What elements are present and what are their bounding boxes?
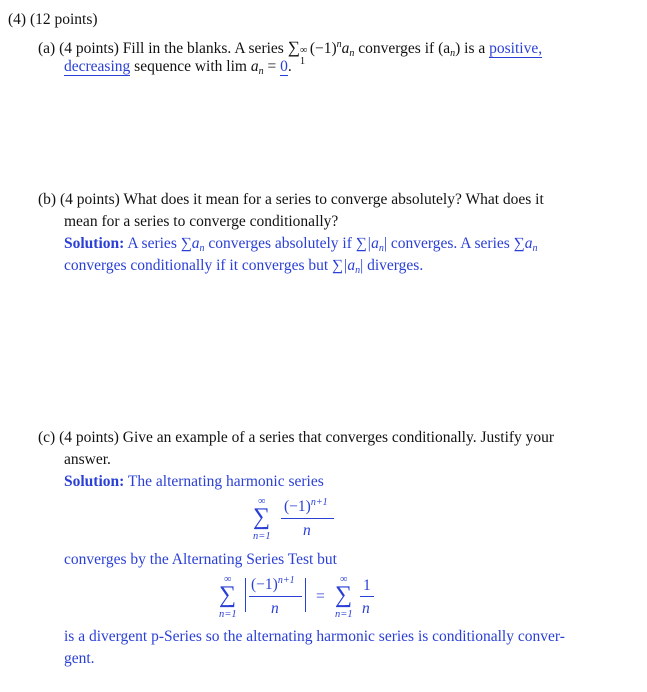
part-c-question1: Give an example of a series that converges conditionally. Justify your (122, 429, 555, 446)
part-b-sol-c: converges. A series (390, 235, 510, 252)
eq2-sum-sub-2: n=1 (335, 609, 353, 620)
part-b-sol-e: diverges. (367, 257, 424, 274)
part-b-sigma-3: ∑ (513, 235, 525, 252)
eq1-fraction-bar (281, 518, 334, 519)
part-a-line2 (64, 57, 292, 82)
eq2-denominator-2: n (362, 600, 370, 617)
part-b-question2: mean for a series to converge conditionally? (64, 213, 339, 230)
part-c-points: (4 points) (59, 429, 119, 446)
part-b-an-1: a (191, 235, 200, 252)
eq2-fraction-bar-2 (360, 596, 374, 597)
eq1-sum-sup: ∞ (258, 496, 266, 507)
eq2-sum-sup-1: ∞ (224, 574, 232, 585)
part-b-line2 (64, 212, 338, 232)
eq2-num-base: (−1) (251, 576, 278, 593)
part-b-abs-open-2: |a (343, 257, 356, 274)
lim-a: a (250, 58, 259, 75)
part-c-solution-line2 (64, 550, 337, 570)
eq1-sum-sub: n=1 (253, 531, 271, 542)
part-a-expr-exp: n (336, 39, 342, 50)
eq2-one: 1 (363, 577, 371, 594)
part-a-expr: (−1) (309, 40, 337, 57)
part-c-mid-text: converges by the Alternating Series Test but (64, 551, 337, 568)
part-b-line1 (38, 190, 544, 210)
part-b-points: (4 points) (59, 191, 120, 208)
eq1-numerator (284, 497, 328, 516)
part-b-abs-sub-2: n (355, 265, 361, 276)
part-c-label: (c) (38, 429, 56, 446)
blank-decreasing: decreasing (64, 58, 131, 75)
problem-header-text: (4) (12 points) (8, 11, 98, 28)
part-a-sigma (287, 38, 310, 67)
part-c-closing2: gent. (64, 650, 95, 667)
eq2-sigma-2: ∑ (335, 582, 353, 608)
part-b-sol-b: converges absolutely if (208, 235, 352, 252)
eq2-num-exp: n+1 (277, 575, 295, 586)
eq2-numerator (251, 575, 295, 594)
eq1-denominator: n (303, 522, 311, 539)
part-c-closing-line1 (64, 627, 565, 647)
lim-eq: = (267, 58, 277, 75)
blank-zero: 0 (280, 58, 288, 75)
part-b-abs-open: |a (366, 235, 379, 252)
part-b-solution-label: Solution: (64, 235, 125, 252)
eq1-num-exp: n+1 (310, 497, 328, 508)
eq2-sigma-1: ∑ (219, 582, 237, 608)
part-c-solution-line1 (64, 472, 324, 492)
seq-sub: n (450, 48, 456, 59)
part-b-sol-d: converges conditionally if it converges but (64, 257, 329, 274)
part-b-an-sub-2: n (532, 243, 538, 254)
part-a-period: . (287, 58, 292, 75)
eq1-sigma: ∑ (253, 504, 271, 530)
lim-a-sub: n (258, 66, 264, 77)
part-a-text1: Fill in the blanks. A series (122, 40, 284, 57)
part-c-solution-label: Solution: (64, 473, 125, 490)
eq2-equals: = (316, 588, 325, 605)
sigma-glyph: ∑ (287, 38, 300, 57)
part-a-text4: sequence with lim (134, 58, 247, 75)
part-c-closing-line2 (64, 649, 95, 669)
part-c-question2: answer. (64, 451, 111, 468)
eq2-abs-left (245, 578, 246, 612)
part-b-abs-sub: n (378, 243, 384, 254)
part-a-text2: converges if (358, 40, 435, 57)
part-a-text3: is a (464, 40, 486, 57)
part-a-label: (a) (38, 40, 56, 57)
part-b-sigma-1: ∑ (180, 235, 192, 252)
part-c-line2 (64, 450, 111, 470)
eq2-sum-sub-1: n=1 (219, 609, 237, 620)
part-c-closing1: is a divergent p-Series so the alternating harmonic series is conditionally conver- (64, 628, 565, 645)
blank-positive: positive, (489, 40, 543, 57)
eq1-num-base: (−1) (284, 498, 311, 515)
sigma-sup: ∞ (299, 45, 308, 56)
part-b-sigma-4: ∑ (332, 257, 344, 274)
part-b-sol-a: A series (127, 235, 177, 252)
part-a-points: (4 points) (59, 40, 119, 57)
part-b-abs-close: | (383, 235, 387, 252)
part-c-sol-intro: The alternating harmonic series (127, 473, 324, 490)
part-b-solution-line2 (64, 256, 423, 281)
part-b-question1: What does it mean for a series to converge absolutely? What does it (123, 191, 544, 208)
problem-header (8, 10, 98, 30)
part-a-expr-a: a (341, 40, 350, 57)
eq2-fraction-bar-1 (249, 596, 302, 597)
part-a-expr-a-sub: n (349, 48, 355, 59)
part-b-an-2: a (524, 235, 533, 252)
sigma-sub: 1 (299, 56, 306, 67)
part-b-abs-close-2: | (360, 257, 364, 274)
part-b-sigma-2: ∑ (355, 235, 367, 252)
eq2-denominator-1: n (271, 600, 279, 617)
part-c-line1 (38, 428, 554, 448)
eq2-abs-right (305, 578, 306, 612)
part-b-an-sub-1: n (199, 243, 205, 254)
part-a-seq (438, 40, 460, 57)
seq-close: ) (455, 40, 461, 57)
eq2-sum-sup-2: ∞ (340, 574, 348, 585)
seq-open: (a (438, 40, 451, 57)
part-b-label: (b) (38, 191, 57, 208)
